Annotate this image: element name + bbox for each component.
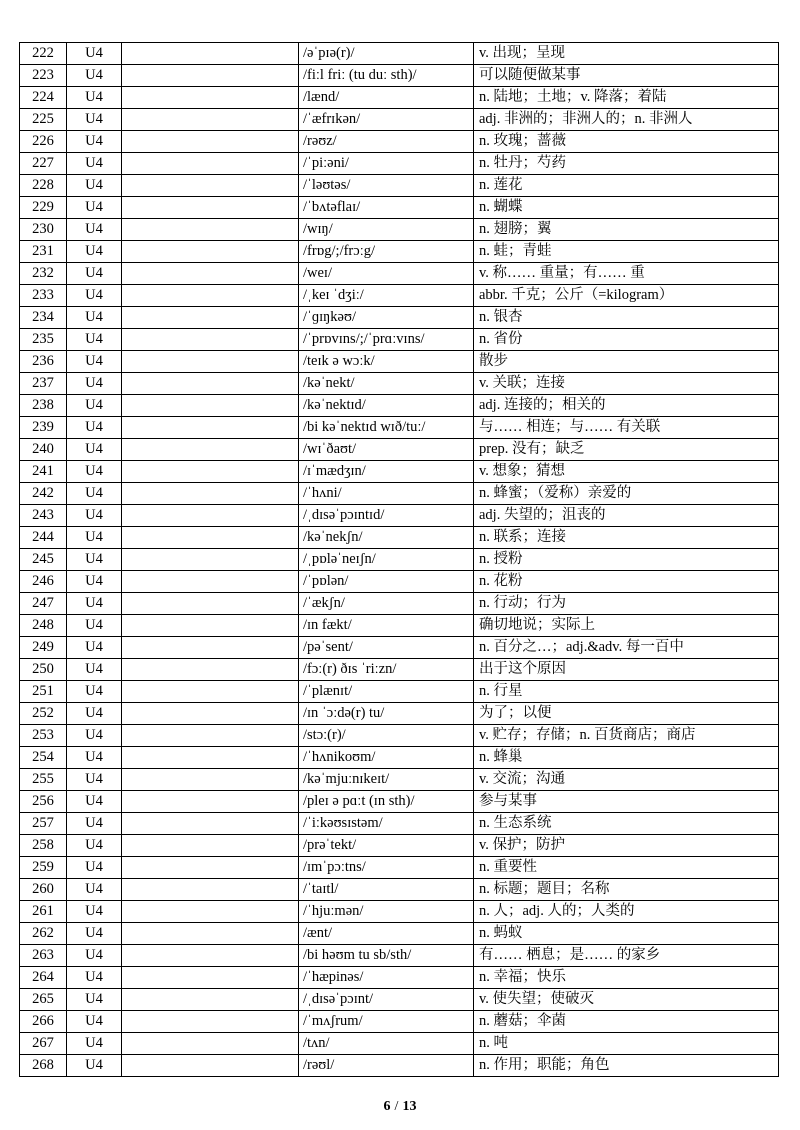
entry-unit: U4 [67,923,122,945]
entry-word [122,109,299,131]
table-row [20,153,779,175]
entry-number: 266 [20,1011,67,1033]
entry-unit: U4 [67,791,122,813]
entry-meaning: adj. 失望的；沮丧的 [474,505,779,527]
entry-unit: U4 [67,483,122,505]
entry-word [122,1055,299,1077]
table-row [20,527,779,549]
entry-word [122,461,299,483]
entry-meaning: 为了；以便 [474,703,779,725]
entry-unit: U4 [67,307,122,329]
entry-word [122,703,299,725]
entry-pronunciation: /bi kəˈnektɪd wɪð/tuː/ [299,417,474,439]
entry-word [122,527,299,549]
entry-pronunciation: /rəʊz/ [299,131,474,153]
entry-number: 268 [20,1055,67,1077]
table-row [20,725,779,747]
entry-pronunciation: /weɪ/ [299,263,474,285]
entry-meaning: abbr. 千克；公斤（=kilogram） [474,285,779,307]
entry-number: 247 [20,593,67,615]
table-row [20,439,779,461]
entry-pronunciation: /ˌkeɪ ˈdʒiː/ [299,285,474,307]
entry-meaning: n. 蜂蜜；（爱称）亲爱的 [474,483,779,505]
entry-pronunciation: /kəˈmjuːnɪkeɪt/ [299,769,474,791]
table-row [20,615,779,637]
table-row [20,219,779,241]
entry-pronunciation: /kəˈnekt/ [299,373,474,395]
entry-pronunciation: /frɒg/;/frɔːg/ [299,241,474,263]
entry-number: 234 [20,307,67,329]
entry-number: 255 [20,769,67,791]
entry-meaning: 出于这个原因 [474,659,779,681]
entry-meaning: 散步 [474,351,779,373]
entry-meaning: n. 人；adj. 人的；人类的 [474,901,779,923]
entry-unit: U4 [67,329,122,351]
table-row [20,307,779,329]
table-row [20,571,779,593]
entry-word [122,681,299,703]
entry-word [122,835,299,857]
entry-word [122,43,299,65]
entry-word [122,615,299,637]
entry-unit: U4 [67,263,122,285]
entry-pronunciation: /bi həʊm tu sb/sth/ [299,945,474,967]
entry-number: 231 [20,241,67,263]
entry-word [122,857,299,879]
table-row [20,769,779,791]
entry-pronunciation: /rəʊl/ [299,1055,474,1077]
table-row [20,197,779,219]
entry-word [122,263,299,285]
entry-meaning: v. 称…… 重量；有…… 重 [474,263,779,285]
table-row [20,175,779,197]
entry-number: 229 [20,197,67,219]
table-row [20,131,779,153]
entry-unit: U4 [67,395,122,417]
entry-unit: U4 [67,659,122,681]
entry-pronunciation: /ˈiːkəʊsɪstəm/ [299,813,474,835]
table-row [20,857,779,879]
entry-meaning: v. 贮存；存储；n. 百货商店；商店 [474,725,779,747]
entry-unit: U4 [67,65,122,87]
table-row [20,879,779,901]
entry-number: 239 [20,417,67,439]
entry-meaning: n. 行星 [474,681,779,703]
entry-meaning: prep. 没有；缺乏 [474,439,779,461]
entry-word [122,879,299,901]
entry-word [122,901,299,923]
entry-number: 250 [20,659,67,681]
table-row [20,791,779,813]
entry-unit: U4 [67,219,122,241]
entry-word [122,791,299,813]
entry-number: 235 [20,329,67,351]
entry-unit: U4 [67,43,122,65]
table-row [20,109,779,131]
entry-meaning: n. 牡丹；芍药 [474,153,779,175]
entry-unit: U4 [67,131,122,153]
entry-meaning: v. 使失望；使破灭 [474,989,779,1011]
entry-number: 223 [20,65,67,87]
entry-unit: U4 [67,373,122,395]
entry-unit: U4 [67,835,122,857]
entry-pronunciation: /kəˈnektɪd/ [299,395,474,417]
entry-number: 233 [20,285,67,307]
entry-unit: U4 [67,439,122,461]
table-row [20,945,779,967]
entry-meaning: n. 蘑菇；伞菌 [474,1011,779,1033]
entry-number: 225 [20,109,67,131]
entry-pronunciation: /ænt/ [299,923,474,945]
entry-word [122,593,299,615]
entry-number: 230 [20,219,67,241]
entry-word [122,197,299,219]
entry-meaning: adj. 连接的；相关的 [474,395,779,417]
table-row [20,65,779,87]
entry-unit: U4 [67,1055,122,1077]
entry-word [122,285,299,307]
table-row [20,1011,779,1033]
entry-pronunciation: /ɪmˈpɔːtns/ [299,857,474,879]
entry-pronunciation: /ɪn ˈɔːdə(r) tu/ [299,703,474,725]
entry-number: 241 [20,461,67,483]
entry-word [122,373,299,395]
entry-unit: U4 [67,637,122,659]
entry-number: 222 [20,43,67,65]
entry-word [122,659,299,681]
entry-meaning: n. 标题；题目；名称 [474,879,779,901]
entry-pronunciation: /stɔː(r)/ [299,725,474,747]
entry-pronunciation: /fiːl friː (tu duː sth)/ [299,65,474,87]
table-row [20,43,779,65]
entry-word [122,813,299,835]
entry-word [122,945,299,967]
entry-word [122,637,299,659]
entry-meaning: n. 蛙；青蛙 [474,241,779,263]
entry-unit: U4 [67,901,122,923]
entry-meaning: n. 吨 [474,1033,779,1055]
entry-word [122,87,299,109]
entry-number: 262 [20,923,67,945]
entry-number: 224 [20,87,67,109]
entry-pronunciation: /ˈɡɪŋkəʊ/ [299,307,474,329]
entry-word [122,241,299,263]
entry-number: 236 [20,351,67,373]
entry-pronunciation: /ˈplænɪt/ [299,681,474,703]
entry-number: 263 [20,945,67,967]
entry-unit: U4 [67,769,122,791]
table-row [20,241,779,263]
entry-word [122,769,299,791]
table-row [20,681,779,703]
entry-word [122,571,299,593]
entry-unit: U4 [67,813,122,835]
entry-number: 243 [20,505,67,527]
entry-meaning: n. 行动；行为 [474,593,779,615]
entry-meaning: 确切地说；实际上 [474,615,779,637]
entry-number: 259 [20,857,67,879]
entry-number: 232 [20,263,67,285]
entry-pronunciation: /teɪk ə wɔːk/ [299,351,474,373]
table-row [20,1055,779,1077]
entry-pronunciation: /ˈləʊtəs/ [299,175,474,197]
entry-pronunciation: /ˌpɒləˈneɪʃn/ [299,549,474,571]
entry-word [122,219,299,241]
entry-unit: U4 [67,87,122,109]
table-row [20,901,779,923]
page-number [0,1099,800,1115]
entry-pronunciation: /tʌn/ [299,1033,474,1055]
entry-number: 238 [20,395,67,417]
entry-unit: U4 [67,857,122,879]
entry-pronunciation: /ˈhæpinəs/ [299,967,474,989]
entry-number: 254 [20,747,67,769]
entry-number: 256 [20,791,67,813]
entry-word [122,1011,299,1033]
entry-meaning: n. 作用；职能；角色 [474,1055,779,1077]
entry-meaning: n. 百分之…；adj.&adv. 每一百中 [474,637,779,659]
table-row [20,703,779,725]
entry-word [122,395,299,417]
table-row [20,417,779,439]
entry-word [122,725,299,747]
entry-word [122,417,299,439]
entry-number: 245 [20,549,67,571]
entry-unit: U4 [67,285,122,307]
entry-pronunciation: /ɪˈmædʒɪn/ [299,461,474,483]
entry-meaning: n. 莲花 [474,175,779,197]
vocabulary-table-body [20,43,779,1077]
entry-meaning: 参与某事 [474,791,779,813]
entry-pronunciation: /ˈpiːəni/ [299,153,474,175]
entry-word [122,439,299,461]
entry-word [122,483,299,505]
entry-word [122,153,299,175]
entry-unit: U4 [67,527,122,549]
entry-unit: U4 [67,109,122,131]
entry-number: 249 [20,637,67,659]
entry-pronunciation: /ˈhʌnikoʊm/ [299,747,474,769]
table-row [20,593,779,615]
entry-meaning: 有…… 栖息；是…… 的家乡 [474,945,779,967]
entry-number: 237 [20,373,67,395]
entry-unit: U4 [67,879,122,901]
entry-unit: U4 [67,945,122,967]
table-row [20,1033,779,1055]
entry-unit: U4 [67,1033,122,1055]
entry-meaning: v. 保护；防护 [474,835,779,857]
entry-pronunciation: /pəˈsent/ [299,637,474,659]
entry-number: 253 [20,725,67,747]
entry-word [122,747,299,769]
entry-meaning: n. 联系；连接 [474,527,779,549]
entry-unit: U4 [67,571,122,593]
entry-unit: U4 [67,1011,122,1033]
entry-pronunciation: /ˈhjuːmən/ [299,901,474,923]
entry-pronunciation: /ˈhʌni/ [299,483,474,505]
entry-unit: U4 [67,615,122,637]
entry-meaning: n. 翅膀；翼 [474,219,779,241]
table-row [20,505,779,527]
table-row [20,483,779,505]
entry-pronunciation: /ˌdɪsəˈpɔɪntɪd/ [299,505,474,527]
entry-unit: U4 [67,549,122,571]
entry-unit: U4 [67,175,122,197]
table-row [20,967,779,989]
entry-number: 257 [20,813,67,835]
entry-meaning: n. 银杏 [474,307,779,329]
entry-unit: U4 [67,681,122,703]
entry-meaning: n. 授粉 [474,549,779,571]
entry-unit: U4 [67,747,122,769]
entry-pronunciation: /wɪˈðaʊt/ [299,439,474,461]
total-pages: 13 [402,1099,417,1114]
entry-unit: U4 [67,241,122,263]
table-row [20,989,779,1011]
entry-meaning: v. 关联；连接 [474,373,779,395]
entry-meaning: v. 想象；猜想 [474,461,779,483]
entry-number: 227 [20,153,67,175]
entry-unit: U4 [67,967,122,989]
entry-unit: U4 [67,703,122,725]
entry-number: 265 [20,989,67,1011]
entry-meaning: 可以随便做某事 [474,65,779,87]
entry-pronunciation: /ˈpɒlən/ [299,571,474,593]
entry-meaning: 与…… 相连；与…… 有关联 [474,417,779,439]
entry-number: 248 [20,615,67,637]
current-page: 6 [383,1099,391,1114]
entry-pronunciation: /ˈæfrɪkən/ [299,109,474,131]
entry-pronunciation: /pleɪ ə pɑːt (ɪn sth)/ [299,791,474,813]
table-row [20,329,779,351]
table-row [20,659,779,681]
entry-meaning: adj. 非洲的；非洲人的；n. 非洲人 [474,109,779,131]
entry-meaning: n. 蚂蚁 [474,923,779,945]
entry-unit: U4 [67,725,122,747]
entry-meaning: n. 蜂巢 [474,747,779,769]
table-row [20,835,779,857]
table-row [20,923,779,945]
entry-number: 244 [20,527,67,549]
entry-pronunciation: /ɪn fækt/ [299,615,474,637]
vocabulary-table [19,42,779,1077]
entry-word [122,131,299,153]
entry-number: 242 [20,483,67,505]
entry-meaning: n. 蝴蝶 [474,197,779,219]
table-row [20,285,779,307]
table-row [20,263,779,285]
entry-unit: U4 [67,153,122,175]
table-row [20,549,779,571]
entry-word [122,351,299,373]
entry-pronunciation: /ˈprɒvɪns/;/ˈprɑːvɪns/ [299,329,474,351]
entry-meaning: v. 出现；呈现 [474,43,779,65]
entry-unit: U4 [67,593,122,615]
entry-word [122,1033,299,1055]
entry-pronunciation: /wɪŋ/ [299,219,474,241]
entry-number: 246 [20,571,67,593]
entry-pronunciation: /ˈækʃn/ [299,593,474,615]
entry-unit: U4 [67,461,122,483]
entry-meaning: v. 交流；沟通 [474,769,779,791]
entry-unit: U4 [67,417,122,439]
entry-number: 264 [20,967,67,989]
entry-number: 240 [20,439,67,461]
entry-number: 251 [20,681,67,703]
entry-word [122,175,299,197]
entry-number: 258 [20,835,67,857]
entry-pronunciation: /ˈtaɪtl/ [299,879,474,901]
entry-unit: U4 [67,351,122,373]
table-row [20,87,779,109]
entry-pronunciation: /lænd/ [299,87,474,109]
page-separator: / [394,1099,399,1114]
entry-unit: U4 [67,197,122,219]
entry-meaning: n. 玫瑰；蔷薇 [474,131,779,153]
entry-meaning: n. 幸福；快乐 [474,967,779,989]
entry-word [122,549,299,571]
entry-number: 226 [20,131,67,153]
entry-word [122,923,299,945]
entry-meaning: n. 花粉 [474,571,779,593]
entry-number: 252 [20,703,67,725]
table-row [20,373,779,395]
entry-pronunciation: /əˈpɪə(r)/ [299,43,474,65]
table-row [20,747,779,769]
entry-number: 228 [20,175,67,197]
entry-pronunciation: /fɔː(r) ðɪs ˈriːzn/ [299,659,474,681]
entry-meaning: n. 省份 [474,329,779,351]
table-row [20,395,779,417]
entry-number: 261 [20,901,67,923]
table-row [20,461,779,483]
entry-number: 260 [20,879,67,901]
entry-word [122,307,299,329]
entry-pronunciation: /kəˈnekʃn/ [299,527,474,549]
table-row [20,637,779,659]
entry-unit: U4 [67,505,122,527]
entry-pronunciation: /prəˈtekt/ [299,835,474,857]
entry-pronunciation: /ˈmʌʃrum/ [299,1011,474,1033]
entry-word [122,967,299,989]
entry-word [122,505,299,527]
entry-pronunciation: /ˌdɪsəˈpɔɪnt/ [299,989,474,1011]
entry-pronunciation: /ˈbʌtəflaɪ/ [299,197,474,219]
entry-word [122,65,299,87]
table-row [20,351,779,373]
entry-unit: U4 [67,989,122,1011]
entry-meaning: n. 生态系统 [474,813,779,835]
table-row [20,813,779,835]
entry-word [122,989,299,1011]
entry-meaning: n. 陆地；土地；v. 降落；着陆 [474,87,779,109]
entry-number: 267 [20,1033,67,1055]
entry-meaning: n. 重要性 [474,857,779,879]
entry-word [122,329,299,351]
